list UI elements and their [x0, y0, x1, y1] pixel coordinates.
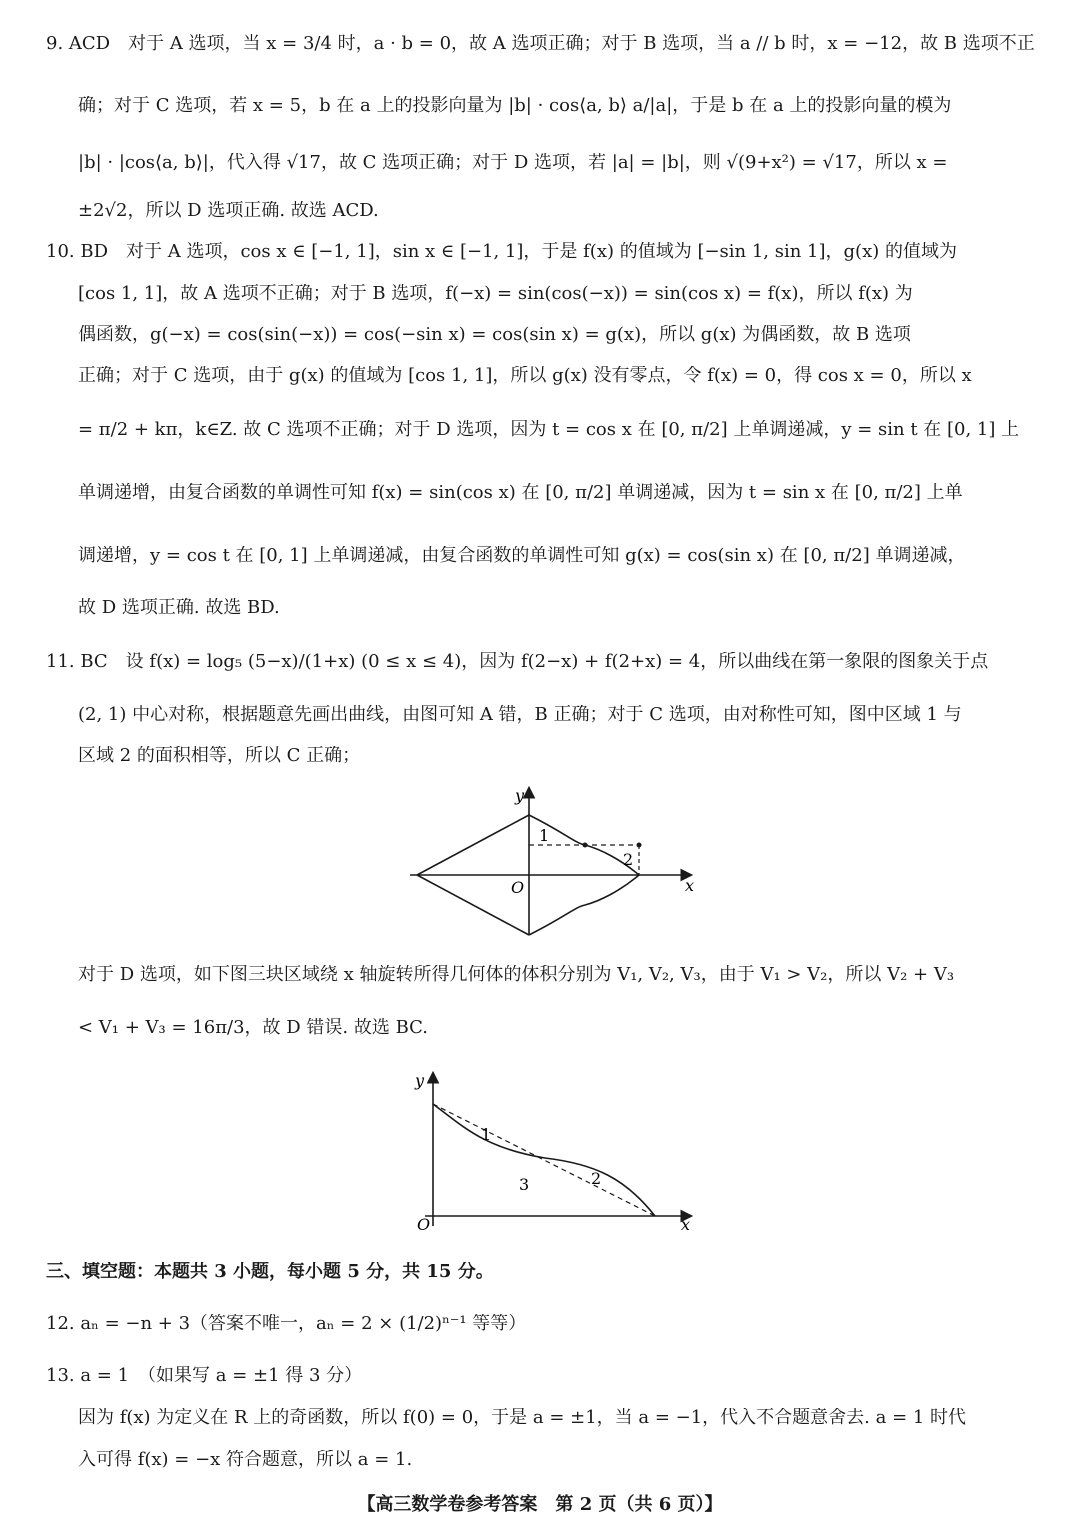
q11-line-3: 区域 2 的面积相等，所以 C 正确； — [78, 746, 361, 766]
region-2-label: 2 — [623, 850, 634, 869]
q10-line-8: 故 D 选项正确. 故选 BD. — [78, 598, 280, 618]
q13-line-3: 入可得 f(x) = −x 符合题意，所以 a = 1. — [78, 1450, 413, 1470]
q10-line-7: 调递增，y = cos t 在 [0, 1] 上单调递减，由复合函数的单调性可知 g(x) = cos(sin x) 在 [0, π/2] 单调递减， — [78, 546, 966, 566]
q10-line-2: [cos 1, 1]，故 A 选项不正确；对于 B 选项，f(−x) = sin(cos(−x)) = sin(cos x) = f(x)，所以 f(x) 为 — [78, 284, 913, 304]
region-3-label: 3 — [519, 1175, 530, 1194]
q11-line-1: 11. BC 设 f(x) = log₅ (5−x)/(1+x) (0 ≤ x ≤ 4)，因为 f(2−x) + f(2+x) = 4，所以曲线在第一象限的图象关于点 — [46, 652, 989, 672]
q11-line-4: 对于 D 选项，如下图三块区域绕 x 轴旋转所得几何体的体积分别为 V₁, V₂, V₃，由于 V₁ > V₂，所以 V₂ + V₃ — [78, 965, 955, 985]
page-footer: 【高三数学卷参考答案 第 2 页（共 6 页）】 — [357, 1494, 723, 1515]
q10-line-4: 正确；对于 C 选项，由于 g(x) 的值域为 [cos 1, 1]，所以 g(x) 没有零点，令 f(x) = 0，得 cos x = 0，所以 x — [78, 366, 972, 386]
q9-line-1: 9. ACD 对于 A 选项，当 x = 3/4 时，a · b = 0，故 A 选项正确；对于 B 选项，当 a // b 时，x = −12，故 B 选项不正 — [46, 34, 1035, 54]
curve-upper-left — [417, 815, 529, 875]
point-corner — [637, 843, 642, 848]
point-center — [583, 843, 588, 848]
q10-line-3: 偶函数，g(−x) = cos(sin(−x)) = cos(−sin x) = cos(sin x) = g(x)，所以 g(x) 为偶函数，故 B 选项 — [78, 325, 911, 345]
section-heading-fill-in: 三、填空题：本题共 3 小题，每小题 5 分，共 15 分。 — [46, 1262, 494, 1282]
q10-line-6: 单调递增，由复合函数的单调性可知 f(x) = sin(cos x) 在 [0, π/2] 单调递减，因为 t = sin x 在 [0, π/2] 上单 — [78, 483, 963, 503]
region-1-label: 1 — [481, 1125, 492, 1144]
origin-label: O — [417, 1215, 431, 1233]
figure-2-region-diagram — [405, 1068, 705, 1233]
y-axis-label: y — [515, 786, 525, 805]
x-axis-label: x — [681, 1215, 691, 1233]
q11-line-5: < V₁ + V₃ = 16π/3，故 D 错误. 故选 BC. — [78, 1018, 428, 1038]
q9-line-4: ±2√2，所以 D 选项正确. 故选 ACD. — [78, 201, 379, 221]
q13-answer: 13. a = 1 （如果写 a = ±1 得 3 分） — [46, 1366, 363, 1386]
q13-line-2: 因为 f(x) 为定义在 R 上的奇函数，所以 f(0) = 0，于是 a = ±1，当 a = −1，代入不合题意舍去. a = 1 时代 — [78, 1408, 967, 1428]
x-axis-label: x — [685, 876, 695, 895]
q12-answer: 12. aₙ = −n + 3（答案不唯一，aₙ = 2 × (1/2)ⁿ⁻¹ 等等） — [46, 1314, 527, 1334]
origin-label: O — [511, 878, 525, 897]
q11-line-2: (2, 1) 中心对称，根据题意先画出曲线，由图可知 A 错，B 正确；对于 C 选项，由对称性可知，图中区域 1 与 — [78, 705, 962, 725]
dashed-chord — [433, 1104, 655, 1216]
region-1-label: 1 — [539, 826, 550, 845]
region-2-label: 2 — [591, 1169, 602, 1188]
q9-line-2: 确；对于 C 选项，若 x = 5，b 在 a 上的投影向量为 |b| · cos⟨a, b⟩ a/|a|，于是 b 在 a 上的投影向量的模为 — [78, 96, 952, 116]
q10-line-5: = π/2 + kπ，k∈Z. 故 C 选项不正确；对于 D 选项，因为 t = cos x 在 [0, π/2] 上单调递减，y = sin t 在 [0, 1] 上 — [78, 420, 1020, 440]
figure-1-curve-diagram — [405, 785, 705, 945]
y-axis-label: y — [415, 1071, 425, 1090]
q9-line-3: |b| · |cos⟨a, b⟩|，代入得 √17，故 C 选项正确；对于 D 选项，若 |a| = |b|，则 √(9+x²) = √17，所以 x = — [78, 153, 948, 173]
curve-lower-right — [529, 875, 639, 935]
q10-line-1: 10. BD 对于 A 选项，cos x ∈ [−1, 1]，sin x ∈ [−1, 1]，于是 f(x) 的值域为 [−sin 1, sin 1]，g(x) 的值域为 — [46, 242, 957, 262]
